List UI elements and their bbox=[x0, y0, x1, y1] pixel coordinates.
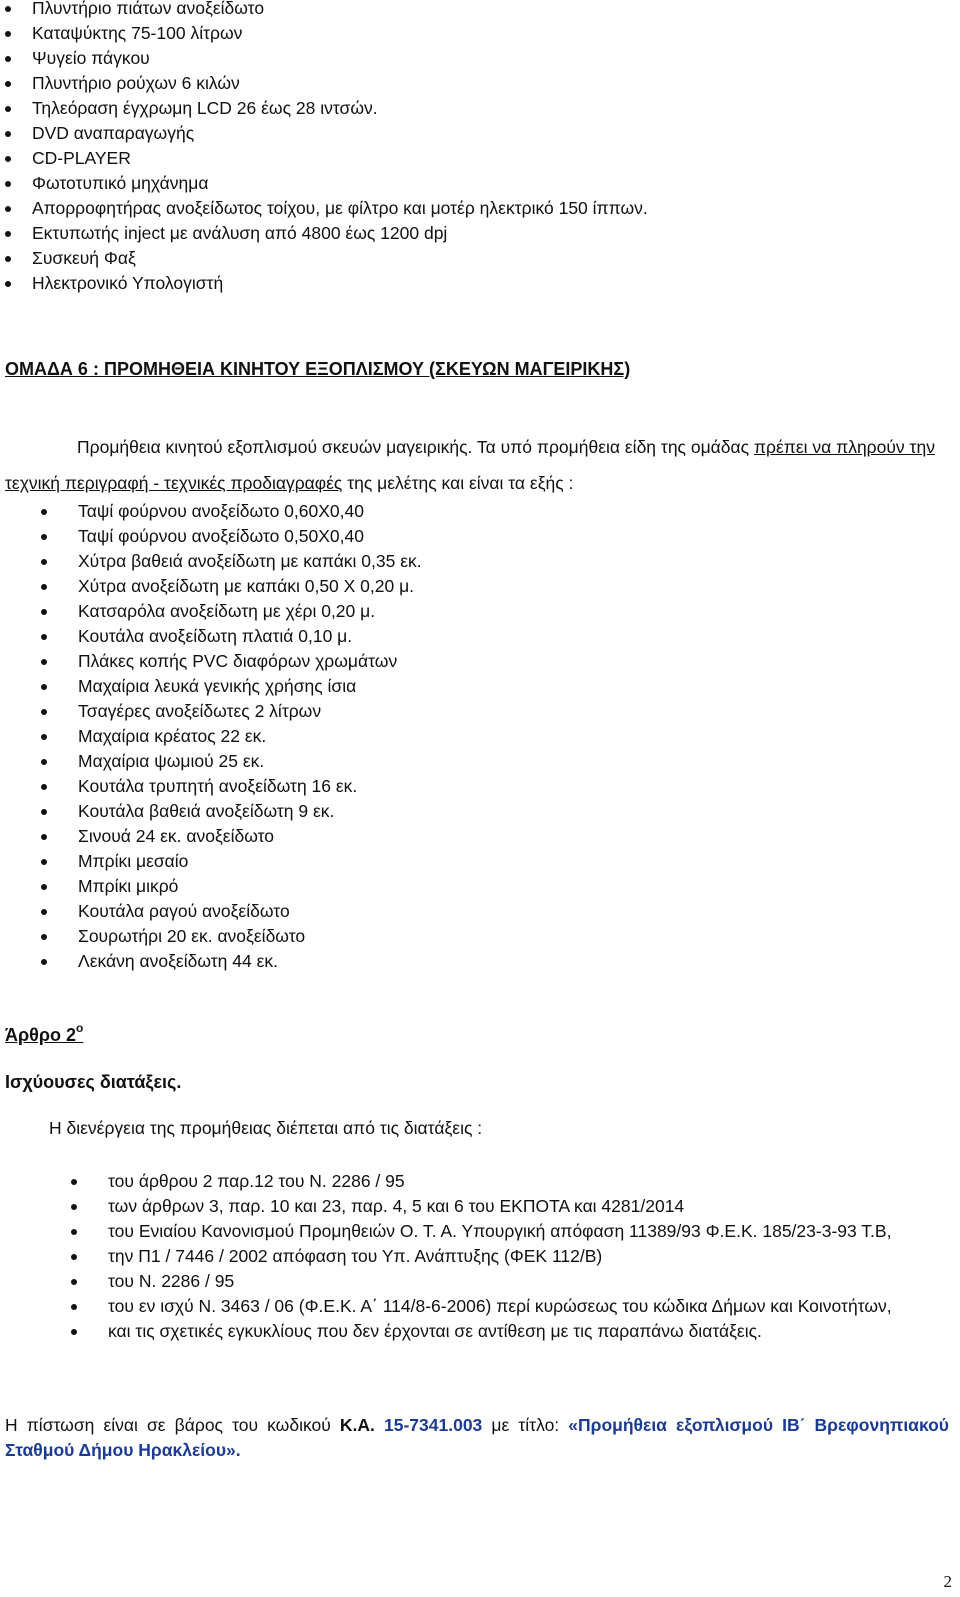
list-item: του Ενιαίου Κανονισμού Προμηθειών Ο. Τ. Α. Υπουργική απόφαση 11389/93 Φ.Ε.Κ. 185/23-3-93 Τ.Β, bbox=[108, 1219, 948, 1244]
article-superscript: ο bbox=[76, 1021, 84, 1035]
list-item: του Ν. 2286 / 95 bbox=[108, 1269, 948, 1294]
page-number: 2 bbox=[943, 1572, 952, 1591]
list-item: Μαχαίρια ψωμιού 25 εκ. bbox=[78, 749, 938, 774]
list-item: Μπρίκι μικρό bbox=[78, 874, 938, 899]
list-item: Μπρίκι μεσαίο bbox=[78, 849, 938, 874]
list-item: Τηλεόραση έγχρωμη LCD 26 έως 28 ιντσών. bbox=[32, 96, 932, 121]
intro-text-start: Προμήθεια κινητού εξοπλισμού σκευών μαγειρικής. Τα υπό προμήθεια είδη της ομάδας bbox=[77, 437, 754, 457]
list-item: CD-PLAYER bbox=[32, 146, 932, 171]
list-item: Μαχαίρια κρέατος 22 εκ. bbox=[78, 724, 938, 749]
funding-paragraph bbox=[5, 1413, 949, 1463]
list-item: Κουτάλα ανοξείδωτη πλατιά 0,10 μ. bbox=[78, 624, 938, 649]
list-item: Ταψί φούρνου ανοξείδωτο 0,50Χ0,40 bbox=[78, 524, 938, 549]
list-item: Μαχαίρια λευκά γενικής χρήσης ίσια bbox=[78, 674, 938, 699]
list-item: και τις σχετικές εγκυκλίους που δεν έρχονται σε αντίθεση με τις παραπάνω διατάξεις. bbox=[108, 1319, 948, 1344]
funding-title: «Προμήθεια εξοπλισμού ΙΒ΄ Βρεφονηπιακού Σταθμού Δήμου Ηρακλείου». bbox=[5, 1415, 949, 1460]
list-item: του εν ισχύ Ν. 3463 / 06 (Φ.Ε.Κ. Α΄ 114/8-6-2006) περί κυρώσεως του κώδικα Δήμων και Κοινοτήτων, bbox=[108, 1294, 948, 1319]
list-item: Σινουά 24 εκ. ανοξείδωτο bbox=[78, 824, 938, 849]
list-item: Κουτάλα ραγού ανοξείδωτο bbox=[78, 899, 938, 924]
list-item: Πλυντήριο πιάτων ανοξείδωτο bbox=[32, 0, 932, 21]
list-item: Πλάκες κοπής PVC διαφόρων χρωμάτων bbox=[78, 649, 938, 674]
list-item: Συσκευή Φαξ bbox=[32, 246, 932, 271]
list-item: του άρθρου 2 παρ.12 του Ν. 2286 / 95 bbox=[108, 1169, 948, 1194]
intro-text-end: της μελέτης και είναι τα εξής : bbox=[342, 473, 574, 493]
equipment-list bbox=[32, 0, 932, 296]
funding-code: 15-7341.003 bbox=[384, 1415, 483, 1435]
funding-text-start: Η πίστωση είναι σε βάρος του κωδικού bbox=[5, 1415, 340, 1435]
list-item: Κουτάλα βαθειά ανοξείδωτη 9 εκ. bbox=[78, 799, 938, 824]
list-item: Λεκάνη ανοξείδωτη 44 εκ. bbox=[78, 949, 938, 974]
list-item: DVD αναπαραγωγής bbox=[32, 121, 932, 146]
list-item: Απορροφητήρας ανοξείδωτος τοίχου, με φίλτρο και μοτέρ ηλεκτρικό 150 ίππων. bbox=[32, 196, 932, 221]
laws-list bbox=[108, 1169, 948, 1344]
list-item: Σουρωτήρι 20 εκ. ανοξείδωτο bbox=[78, 924, 938, 949]
article-title bbox=[5, 1023, 83, 1046]
list-item: Πλυντήριο ρούχων 6 κιλών bbox=[32, 71, 932, 96]
list-item: την Π1 / 7446 / 2002 απόφαση του Υπ. Ανάπτυξης (ΦΕΚ 112/Β) bbox=[108, 1244, 948, 1269]
list-item: Ηλεκτρονικό Υπολογιστή bbox=[32, 271, 932, 296]
list-item: Ψυγείο πάγκου bbox=[32, 46, 932, 71]
funding-ka-label: Κ.Α. bbox=[339, 1415, 375, 1435]
list-item: Καταψύκτης 75-100 λίτρων bbox=[32, 21, 932, 46]
article-title-text: Άρθρο 2 bbox=[5, 1025, 77, 1045]
list-item: Εκτυπωτής inject με ανάλυση από 4800 έως 1200 dpj bbox=[32, 221, 932, 246]
section-title: ΟΜΑΔΑ 6 : ΠΡΟΜΗΘΕΙΑ ΚΙΝΗΤΟΥ ΕΞΟΠΛΙΣΜΟΥ (ΣΚΕΥΩΝ ΜΑΓΕΙΡΙΚΗΣ) bbox=[5, 359, 631, 379]
intro-paragraph bbox=[5, 429, 949, 501]
list-item: των άρθρων 3, παρ. 10 και 23, παρ. 4, 5 και 6 του ΕΚΠΟΤΑ και 4281/2014 bbox=[108, 1194, 948, 1219]
list-item: Χύτρα βαθειά ανοξείδωτη με καπάκι 0,35 εκ. bbox=[78, 549, 938, 574]
list-item: Χύτρα ανοξείδωτη με καπάκι 0,50 Χ 0,20 μ. bbox=[78, 574, 938, 599]
list-item: Κατσαρόλα ανοξείδωτη με χέρι 0,20 μ. bbox=[78, 599, 938, 624]
laws-title: Ισχύουσες διατάξεις. bbox=[5, 1072, 182, 1092]
funding-text-mid: με τίτλο: bbox=[482, 1415, 569, 1435]
kitchen-utensils-list bbox=[78, 499, 938, 974]
list-item: Κουτάλα τρυπητή ανοξείδωτη 16 εκ. bbox=[78, 774, 938, 799]
list-item: Ταψί φούρνου ανοξείδωτο 0,60Χ0,40 bbox=[78, 499, 938, 524]
intro-text-underlined: πρέπει να πληρούν την τεχνική περιγραφή - τεχνικές προδιαγραφές bbox=[5, 437, 935, 493]
laws-intro: Η διενέργεια της προμήθειας διέπεται από τις διατάξεις : bbox=[49, 1118, 483, 1138]
list-item: Φωτοτυπικό μηχάνημα bbox=[32, 171, 932, 196]
list-item: Τσαγέρες ανοξείδωτες 2 λίτρων bbox=[78, 699, 938, 724]
